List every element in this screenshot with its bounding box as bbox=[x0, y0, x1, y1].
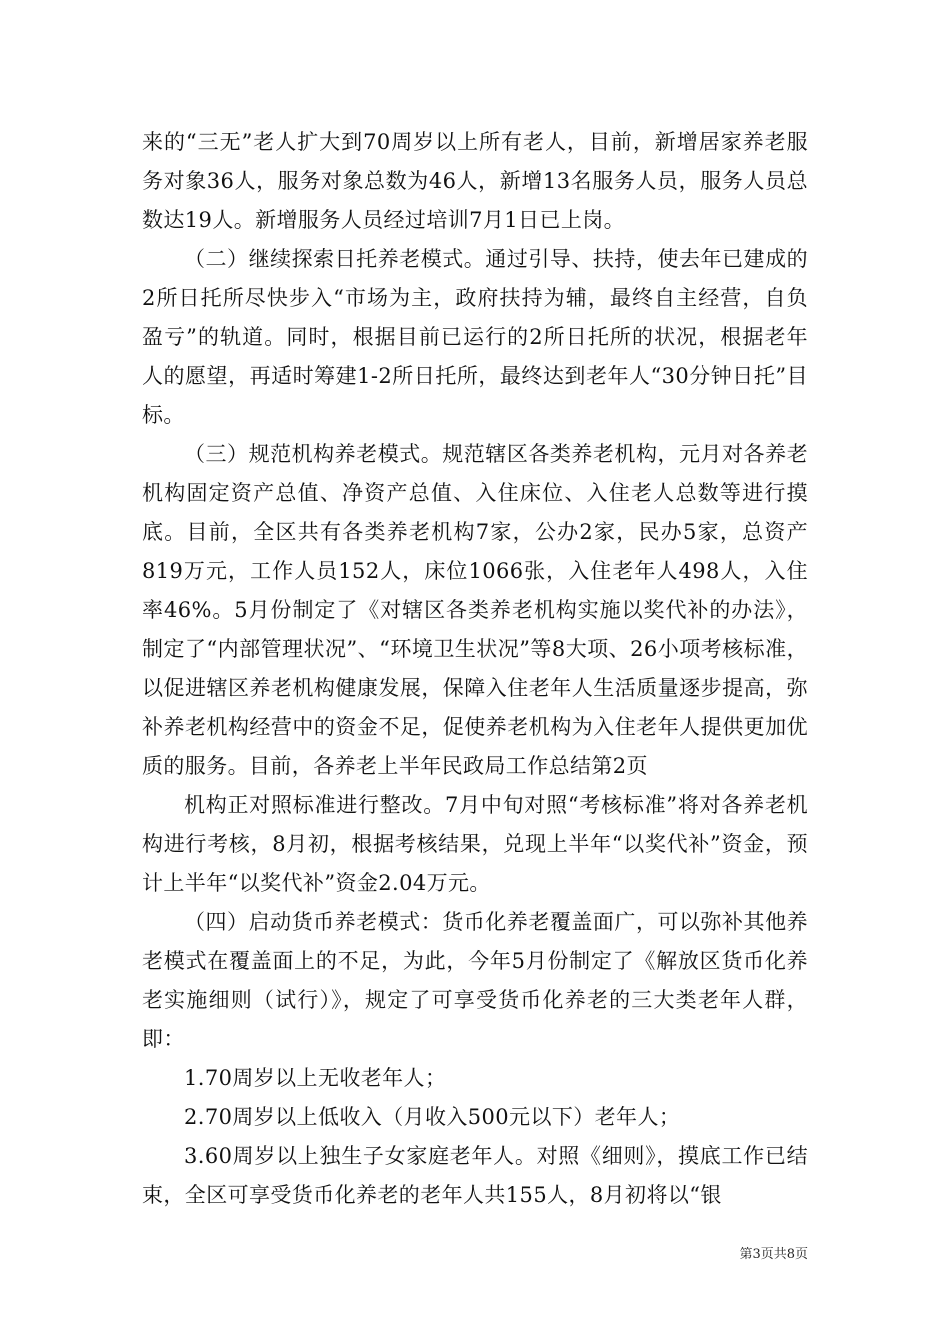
list-item-2: 2.70周岁以上低收入（月收入500元以下）老年人； bbox=[184, 1105, 681, 1129]
paragraph-rectification: 机构正对照标准进行整改。7月中旬对照“考核标准”将对各养老机构进行考核，8月初，根据考核结果，兑现上半年“以奖代补”资金，预计上半年“以奖代补”资金2.04万元。 bbox=[142, 793, 808, 895]
paragraph-continuation: 来的“三无”老人扩大到70周岁以上所有老人，目前，新增居家养老服务对象36人，服务对象总数为46人，新增13名服务人员，服务人员总数达19人。新增服务人员经过培训7月1日已上岗。 bbox=[142, 130, 808, 232]
page-number: 第3页共8页 bbox=[739, 1247, 808, 1262]
paragraph-day-care-model: （二）继续探索日托养老模式。通过引导、扶持，使去年已建成的2所日托所尽快步入“市场为主，政府扶持为辅，最终自主经营，自负盈亏”的轨道。同时，根据目前已运行的2所日托所的状况，根据老年人的愿望，再适时筹建1-2所日托所，最终达到老年人“30分钟日托”目标。 bbox=[142, 247, 808, 427]
list-item-1: 1.70周岁以上无收老年人； bbox=[184, 1066, 447, 1090]
paragraph-institution-model: （三）规范机构养老模式。规范辖区各类养老机构，元月对各养老机构固定资产总值、净资产总值、入住床位、入住老人总数等进行摸底。目前，全区共有各类养老机构7家，公办2家，民办5家，总资产819万元，工作人员152人，床位1066张，入住老年人498人，入住率46%。5月份制定了《对辖区各类养老机构实施以奖代补的办法》，制定了“内部管理状况”、“环境卫生状况”等8大项、26小项考核标准，以促进辖区养老机构健康发展，保障入住老年人生活质量逐步提高，弥补养老机构经营中的资金不足，促使养老机构为入住老年人提供更加优质的服务。目前，各养老上半年民政局工作总结第2页 bbox=[142, 442, 808, 778]
paragraph-monetary-model: （四）启动货币养老模式：货币化养老覆盖面广，可以弥补其他养老模式在覆盖面上的不足，为此，今年5月份制定了《解放区货币化养老实施细则（试行）》，规定了可享受货币化养老的三大类老年人群，即： bbox=[142, 910, 808, 1051]
page-footer bbox=[0, 1247, 950, 1263]
document-body bbox=[142, 123, 808, 1215]
list-item-3: 3.60周岁以上独生子女家庭老年人。对照《细则》，摸底工作已结束，全区可享受货币化养老的老年人共155人，8月初将以“银 bbox=[142, 1144, 808, 1207]
